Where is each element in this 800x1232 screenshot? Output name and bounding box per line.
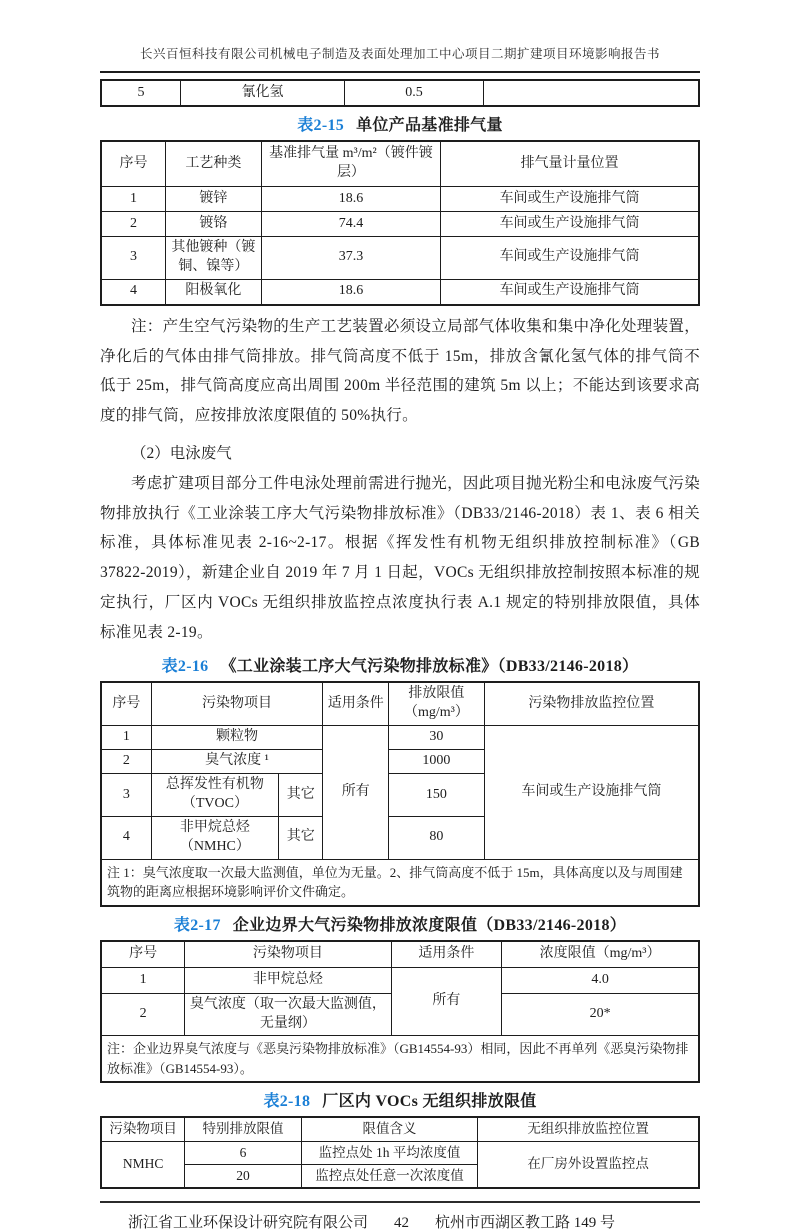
table-row	[101, 187, 699, 212]
cell-limit: 150	[389, 774, 485, 817]
table-2-18-caption-title: 厂区内 VOCs 无组织排放限值	[322, 1093, 537, 1111]
cell-seq: 1	[101, 187, 166, 212]
cell-pollutant: 氰化氢	[181, 80, 345, 106]
table-row	[101, 212, 699, 237]
table-2-15-note: 注：产生空气污染物的生产工艺装置必须设立局部气体收集和集中净化处理装置，净化后的气体由排气筒排放。排气筒高度不低于 15m，排放含氰化氢气体的排气筒不低于 25m，排气筒高度应高出周围 200m 半径范围的建筑 5m 以上；不能达到该要求高度的排气筒，应按排放浓度限值的 50%执行。	[100, 317, 700, 425]
table-2-16-note: 注 1：臭气浓度取一次最大监测值，单位为无量。2、排气筒高度不低于 15m，具体高度以及与周围建筑物的距离应根据环境影响评价文件确定。	[101, 859, 699, 906]
cell-position: 车间或生产设施排气筒	[441, 237, 699, 280]
table-2-16-caption	[100, 653, 700, 676]
table-2-16-caption-id: 表2-16	[161, 658, 209, 676]
cell-pollutant: 总挥发性有机物（TVOC）	[151, 774, 278, 817]
table-row	[101, 80, 699, 106]
header-position: 无组织排放监控位置	[478, 1117, 699, 1141]
cell-subcondition: 其它	[279, 816, 323, 859]
cell-seq: 1	[101, 726, 151, 750]
table-2-18	[100, 1116, 700, 1189]
cell-process: 镀锌	[166, 187, 262, 212]
cell-limit: 6	[185, 1141, 302, 1164]
header-meaning: 限值含义	[301, 1117, 477, 1141]
header-position: 排气量计量位置	[441, 141, 699, 187]
cell-process: 其他镀种（镀铜、镍等）	[166, 237, 262, 280]
document-header-title: 长兴百恒科技有限公司机械电子制造及表面处理加工中心项目二期扩建项目环境影响报告书	[100, 44, 700, 73]
cell-baseline: 18.6	[261, 279, 440, 305]
cell-limit: 4.0	[502, 967, 699, 993]
cell-blank	[484, 80, 699, 106]
table-2-16-caption-title: 《工业涂装工序大气污染物排放标准》（DB33/2146-2018）	[220, 658, 639, 676]
header-limit: 特别排放限值	[185, 1117, 302, 1141]
cell-seq: 4	[101, 279, 166, 305]
cell-process: 阳极氧化	[166, 279, 262, 305]
cell-seq: 4	[101, 816, 151, 859]
cell-limit: 20	[185, 1164, 302, 1188]
table-2-17-caption-title: 企业边界大气污染物排放浓度限值（DB33/2146-2018）	[232, 916, 627, 934]
cell-limit: 30	[389, 726, 485, 750]
table-header-row	[101, 1117, 699, 1141]
cell-baseline: 18.6	[261, 187, 440, 212]
header-seq: 序号	[101, 941, 185, 968]
cell-value: 0.5	[344, 80, 483, 106]
cell-condition-merged: 所有	[323, 726, 389, 860]
cell-pollutant: 非甲烷总烃（NMHC）	[151, 816, 278, 859]
table-2-17-caption-id: 表2-17	[173, 916, 221, 934]
cell-seq: 2	[101, 212, 166, 237]
header-process: 工艺种类	[166, 141, 262, 187]
table-note-row	[101, 1036, 699, 1083]
section-heading: （2）电泳废气	[131, 444, 232, 462]
section-paragraph: 考虑扩建项目部分工件电泳处理前需进行抛光，因此项目抛光粉尘和电泳废气污染物排放执行《工业涂装工序大气污染物排放标准》（DB33/2146-2018）表 1、表 6 相关标准，具体标准见表 2-16~2-17。根据《挥发性有机物无组织排放控制标准》（GB 37822-2019），新建企业自 2019 年 7 月 1 日起，VOCs 无组织排放控制按照本标准的规定执行，厂区内 VOCs 无组织排放监控点浓度执行表 A.1 规定的特别排放限值，具体标准见表 2-19。	[100, 474, 700, 641]
cell-meaning: 监控点处任意一次浓度值	[301, 1164, 477, 1188]
header-seq: 序号	[101, 682, 151, 725]
header-position: 污染物排放监控位置	[484, 682, 699, 725]
cell-meaning: 监控点处 1h 平均浓度值	[301, 1141, 477, 1164]
table-2-18-caption-id: 表2-18	[263, 1093, 311, 1111]
cell-baseline: 74.4	[261, 212, 440, 237]
cell-limit: 80	[389, 816, 485, 859]
cell-position: 车间或生产设施排气筒	[441, 212, 699, 237]
table-2-16	[100, 681, 700, 906]
table-2-15-caption-id: 表2-15	[297, 117, 345, 134]
footer-address: 杭州市西湖区教工路 149 号	[434, 1215, 615, 1232]
header-condition: 适用条件	[323, 682, 389, 725]
header-seq: 序号	[101, 141, 166, 187]
table-2-17	[100, 940, 700, 1084]
header-baseline: 基准排气量 m³/m²（镀件镀层）	[261, 141, 440, 187]
cell-seq: 3	[101, 237, 166, 280]
header-limit: 浓度限值（mg/m³）	[502, 941, 699, 968]
cell-pollutant: 颗粒物	[151, 726, 323, 750]
cell-condition-merged: 所有	[391, 967, 502, 1036]
cell-limit: 20*	[502, 993, 699, 1036]
table-2-15-caption-title: 单位产品基准排气量	[356, 117, 503, 134]
table-header-row	[101, 682, 699, 725]
table-2-15	[100, 140, 700, 306]
footer-page-number: 42	[394, 1215, 409, 1232]
table-row	[101, 967, 699, 993]
cell-limit: 1000	[389, 750, 485, 774]
header-pollutant: 污染物项目	[101, 1117, 185, 1141]
table-header-row	[101, 941, 699, 968]
cell-process: 镀铬	[166, 212, 262, 237]
table-note-row	[101, 859, 699, 906]
cell-pollutant: 臭气浓度（取一次最大监测值，无量纲）	[185, 993, 391, 1036]
table-row	[101, 1141, 699, 1164]
cell-seq: 2	[101, 993, 185, 1036]
cell-position: 车间或生产设施排气筒	[441, 279, 699, 305]
cell-pollutant-merged: NMHC	[101, 1141, 185, 1188]
table-2-15-caption	[100, 112, 700, 135]
header-pollutant: 污染物项目	[151, 682, 323, 725]
table-header-row	[101, 141, 699, 187]
document-footer	[100, 1201, 700, 1232]
footer-company: 浙江省工业环保设计研究院有限公司	[128, 1215, 369, 1232]
cell-baseline: 37.3	[261, 237, 440, 280]
table-2-17-caption	[100, 912, 700, 935]
cell-seq: 2	[101, 750, 151, 774]
table-2-17-note: 注：企业边界臭气浓度与《恶臭污染物排放标准》（GB14554-93）相同，因此不再单列《恶臭污染物排放标准》（GB14554-93）。	[101, 1036, 699, 1083]
cell-position-merged: 车间或生产设施排气筒	[484, 726, 699, 860]
cell-subcondition: 其它	[279, 774, 323, 817]
table-row	[101, 279, 699, 305]
cell-pollutant: 非甲烷总烃	[185, 967, 391, 993]
header-condition: 适用条件	[391, 941, 502, 968]
header-pollutant: 污染物项目	[185, 941, 391, 968]
table-2-18-caption	[100, 1088, 700, 1111]
cell-position: 车间或生产设施排气筒	[441, 187, 699, 212]
table-row	[101, 726, 699, 750]
header-limit: 排放限值（mg/m³）	[389, 682, 485, 725]
cell-pollutant: 臭气浓度 ¹	[151, 750, 323, 774]
cell-seq: 3	[101, 774, 151, 817]
table-row	[101, 237, 699, 280]
cell-position-merged: 在厂房外设置监控点	[478, 1141, 699, 1188]
cell-seq: 5	[101, 80, 181, 106]
carryover-table	[100, 79, 700, 107]
cell-seq: 1	[101, 967, 185, 993]
